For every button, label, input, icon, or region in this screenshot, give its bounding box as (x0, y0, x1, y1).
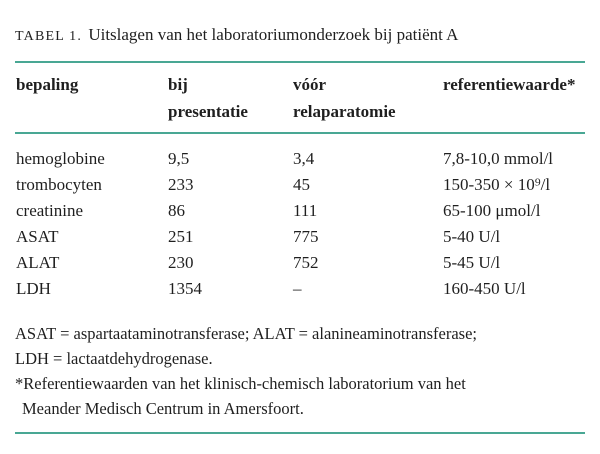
cell-voor-relaparatomie: 111 (293, 201, 318, 220)
table-row (16, 276, 588, 302)
cell-voor-relaparatomie: – (293, 279, 302, 298)
table-body (16, 146, 588, 302)
divider-top (15, 61, 585, 63)
cell-bepaling: ASAT (16, 227, 59, 246)
cell-bepaling: LDH (16, 279, 51, 298)
footnote-reference-line2: Meander Medisch Centrum in Amersfoort. (22, 399, 304, 418)
column-header-bij-presentatie: bij presentatie (168, 75, 248, 121)
table-caption-text: Uitslagen van het laboratoriumonderzoek bij patiënt A (88, 25, 459, 44)
cell-referentiewaarde: 5-40 U/l (443, 227, 501, 246)
column-header-voor-relaparatomie: vóór relaparatomie (293, 75, 396, 121)
cell-bij-presentatie: 9,5 (168, 149, 190, 168)
table-footnotes (15, 321, 477, 421)
cell-bepaling: creatinine (16, 201, 84, 220)
cell-bij-presentatie: 86 (168, 201, 185, 220)
table-row (16, 198, 588, 224)
footnote-abbreviations-line1: ASAT = aspartaataminotransferase; ALAT = alanineaminotransferase; (15, 324, 477, 343)
divider-bottom (15, 432, 585, 434)
column-header-bepaling: bepaling (16, 75, 79, 94)
cell-referentiewaarde: 65-100 μmol/l (443, 201, 541, 220)
footnote-reference-line1: *Referentiewaarden van het klinisch-chemisch laboratorium van het (15, 374, 466, 393)
footnote-abbreviations-line2: LDH = lactaatdehydrogenase. (15, 349, 213, 368)
table-row (16, 250, 588, 276)
cell-referentiewaarde: 7,8-10,0 mmol/l (443, 149, 554, 168)
cell-referentiewaarde: 160-450 U/l (443, 279, 526, 298)
cell-referentiewaarde: 150-350 × 10⁹/l (443, 175, 551, 194)
cell-referentiewaarde: 5-45 U/l (443, 253, 501, 272)
table-row (16, 146, 588, 172)
divider-header (15, 132, 585, 134)
cell-bepaling: ALAT (16, 253, 60, 272)
table-caption (15, 25, 458, 45)
column-header-referentiewaarde: referentiewaarde* (443, 75, 576, 94)
table-row (16, 172, 588, 198)
cell-bij-presentatie: 1354 (168, 279, 202, 298)
cell-bij-presentatie: 230 (168, 253, 194, 272)
cell-bepaling: hemoglobine (16, 149, 105, 168)
cell-voor-relaparatomie: 775 (293, 227, 319, 246)
cell-bepaling: trombocyten (16, 175, 102, 194)
cell-voor-relaparatomie: 45 (293, 175, 310, 194)
table-header-row (16, 71, 588, 125)
cell-bij-presentatie: 233 (168, 175, 194, 194)
table-row (16, 224, 588, 250)
table-caption-label: TABEL 1. (15, 29, 83, 44)
cell-voor-relaparatomie: 3,4 (293, 149, 315, 168)
cell-bij-presentatie: 251 (168, 227, 194, 246)
cell-voor-relaparatomie: 752 (293, 253, 319, 272)
